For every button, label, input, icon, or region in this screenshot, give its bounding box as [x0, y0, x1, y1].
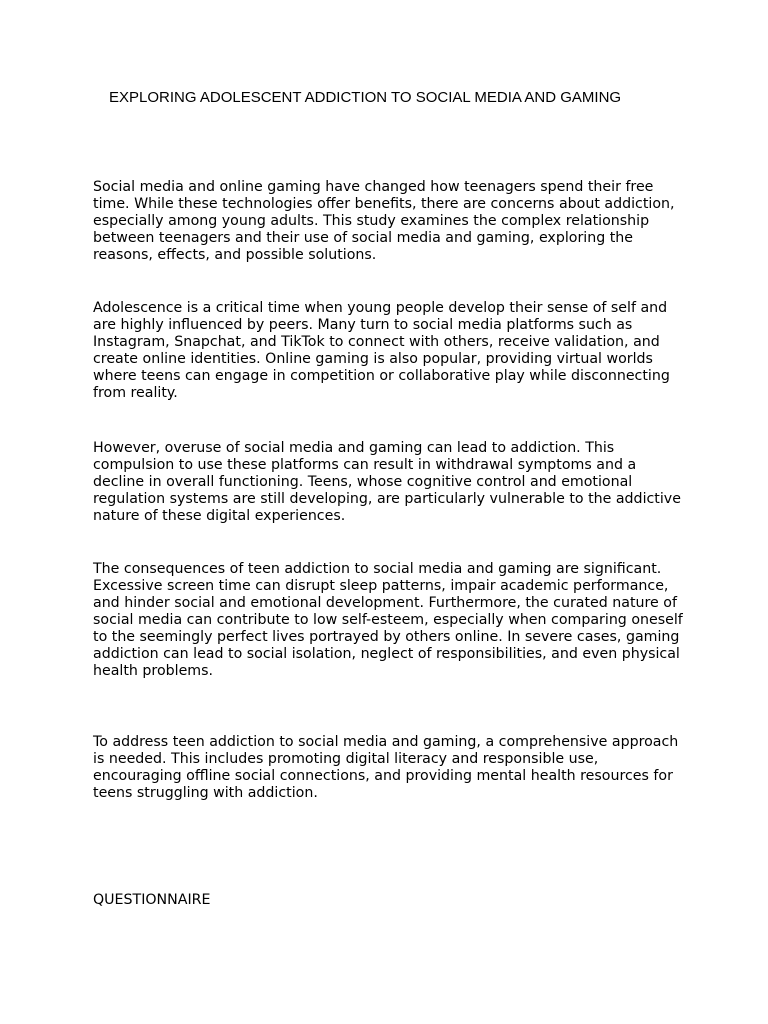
questionnaire-heading: QUESTIONNAIRE	[93, 892, 211, 908]
paragraph-introduction: Social media and online gaming have changed how teenagers spend their free time. While these technologies offer benefits, there are concerns about addiction, especially among young adults. This study examines the complex relationship between teenagers and their use of social media and gaming, exploring the reasons, effects, and possible solutions.	[93, 179, 675, 263]
paragraph-consequences: The consequences of teen addiction to social media and gaming are significant. Excessive screen time can disrupt sleep patterns, impair academic performance, and hinder social and emotional development. Furthermore, the curated nature of social media can contribute to low self-esteem, especially when comparing oneself to the seemingly perfect lives portrayed by others online. In severe cases, gaming addiction can lead to social isolation, neglect of responsibilities, and even physical health problems.	[93, 561, 683, 679]
paragraph-overuse: However, overuse of social media and gaming can lead to addiction. This compulsion to use these platforms can result in withdrawal symptoms and a decline in overall functioning. Teens, whose cognitive control and emotional regulation systems are still developing, are particularly vulnerable to the addictive nature of these digital experiences.	[93, 440, 681, 524]
paragraph-solutions: To address teen addiction to social media and gaming, a comprehensive approach is needed. This includes promoting digital literacy and responsible use, encouraging offline social connections, and providing mental health resources for teens struggling with addiction.	[93, 734, 679, 801]
paragraph-adolescence: Adolescence is a critical time when young people develop their sense of self and are highly influenced by peers. Many turn to social media platforms such as Instagram, Snapchat, and TikTok to connect with others, receive validation, and create online identities. Online gaming is also popular, providing virtual worlds where teens can engage in competition or collaborative play while disconnecting from reality.	[93, 300, 670, 401]
document-title: EXPLORING ADOLESCENT ADDICTION TO SOCIAL MEDIA AND GAMING	[109, 89, 622, 106]
